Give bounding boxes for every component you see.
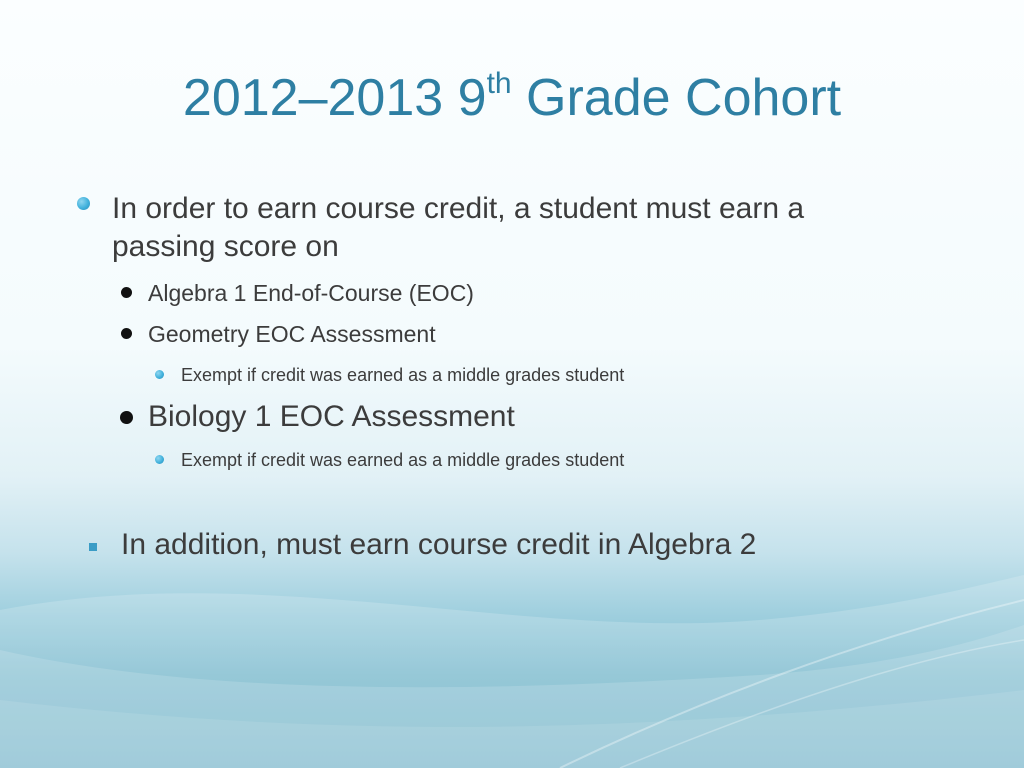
sub-bullet-biology: Biology 1 EOC Assessment: [148, 400, 515, 433]
bullet-icon: [77, 197, 90, 210]
bullet-icon: [121, 328, 132, 339]
square-bullet-icon: [89, 543, 97, 551]
bullet-icon: [155, 455, 164, 464]
title-rest: Grade Cohort: [511, 69, 842, 127]
slide-title: [0, 66, 1024, 127]
bullet-icon: [155, 370, 164, 379]
bullet-icon: [121, 287, 132, 298]
sub-bullet-geometry: Geometry EOC Assessment: [148, 321, 436, 347]
bullet-algebra-2: In addition, must earn course credit in Algebra 2: [121, 528, 757, 561]
sub-sub-bullet-exempt-1: Exempt if credit was earned as a middle grades student: [181, 365, 625, 385]
sub-sub-bullet-exempt-2: Exempt if credit was earned as a middle grades student: [181, 450, 625, 470]
title-superscript: th: [486, 66, 512, 100]
bullet-text-line-2: passing score on: [112, 230, 339, 263]
sub-bullet-algebra: Algebra 1 End-of-Course (EOC): [148, 280, 474, 306]
bullet-text-line-1: In order to earn course credit, a student must earn a: [112, 192, 805, 225]
title-main: 2012–2013 9: [182, 69, 487, 127]
bullet-icon: [120, 411, 133, 424]
